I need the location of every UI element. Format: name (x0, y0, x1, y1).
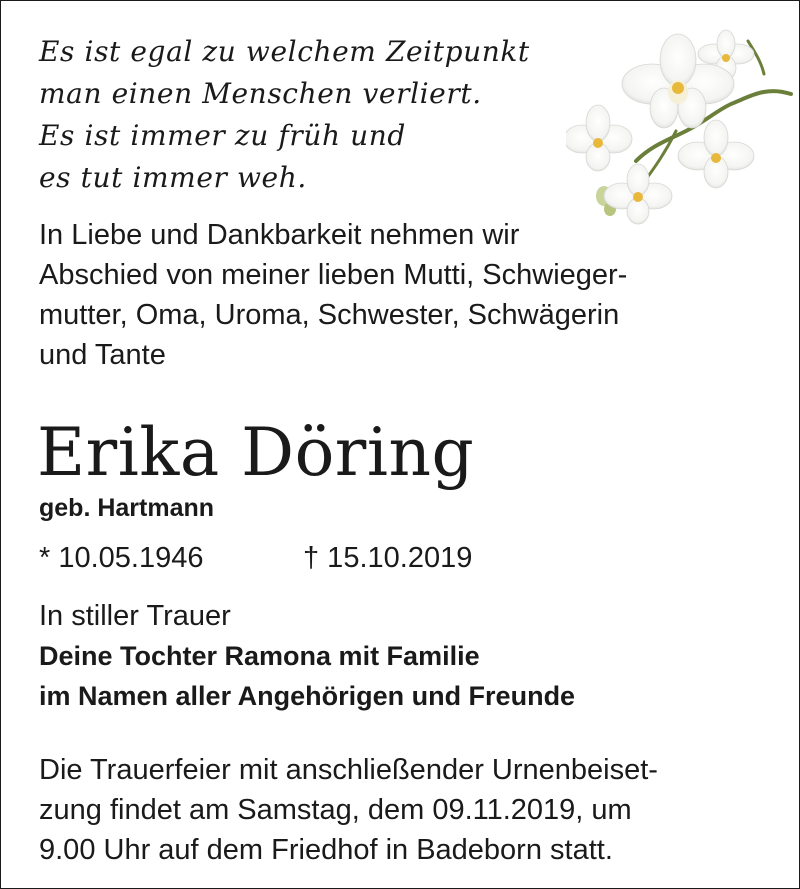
intro-line: In Liebe und Dankbarkeit nehmen wir (39, 219, 520, 251)
intro-line: Abschied von meiner lieben Mutti, Schwieger- (39, 259, 628, 291)
service-line: 9.00 Uhr auf dem Friedhof in Badeborn statt. (39, 834, 613, 866)
verse-line: es tut immer weh. (39, 161, 307, 194)
intro-line: und Tante (39, 339, 166, 371)
deceased-name: Erika Döring (37, 414, 475, 491)
intro-line: mutter, Oma, Uroma, Schwester, Schwägerin (39, 299, 620, 331)
mourners-block (39, 596, 575, 716)
verse-line: Es ist immer zu früh und (39, 119, 406, 152)
verse-line: man einen Menschen verliert. (39, 77, 482, 110)
mourner-family: Deine Tochter Ramona mit Familie (39, 641, 480, 671)
white-orchid-icon (566, 26, 800, 226)
memorial-verse (39, 31, 530, 199)
service-line: zung findet am Samstag, dem 09.11.2019, um (39, 794, 632, 826)
mourner-relatives: im Namen aller Angehörigen und Freunde (39, 681, 576, 711)
service-line: Die Trauerfeier mit anschließender Urnenbeiset- (39, 754, 658, 786)
death-date: † 15.10.2019 (303, 542, 473, 574)
mourning-intro: In stiller Trauer (39, 600, 231, 632)
farewell-intro (39, 215, 739, 375)
birth-date: * 10.05.1946 (39, 542, 204, 574)
maiden-name: geb. Hartmann (39, 494, 215, 522)
verse-line: Es ist egal zu welchem Zeitpunkt (39, 35, 530, 68)
life-dates (39, 538, 473, 578)
funeral-service-info (39, 750, 658, 870)
